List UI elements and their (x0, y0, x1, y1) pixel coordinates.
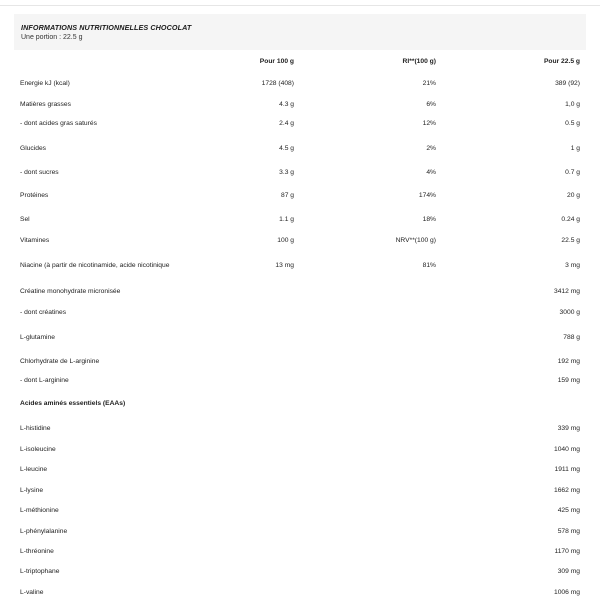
nutrient-name: L-valine (20, 588, 44, 596)
table-row (14, 561, 586, 582)
nutrient-name: L-leucine (20, 466, 48, 473)
value-per-portion: 0.7 g (565, 169, 580, 176)
value-ri: 2% (426, 144, 436, 152)
table-row (14, 322, 586, 352)
value-per-portion: 3 mg (565, 262, 580, 269)
value-ri (294, 541, 436, 561)
value-ri: 21% (422, 80, 436, 87)
top-divider (0, 5, 600, 6)
value-per-100g: 1728 (408) (261, 80, 294, 87)
value-ri (294, 561, 436, 582)
value-per-100g (228, 541, 294, 561)
table-row (14, 521, 586, 541)
value-per-100g: 87 g (280, 192, 294, 199)
value-per-portion: 339 mg (557, 424, 580, 432)
value-per-100g (228, 417, 294, 439)
value-per-100g (228, 390, 294, 417)
value-ri: 81% (422, 262, 436, 269)
value-ri (294, 322, 436, 352)
value-per-100g: 3.3 g (279, 169, 294, 176)
table-row (14, 133, 586, 163)
value-per-portion: 1170 mg (554, 547, 580, 555)
value-ri (294, 521, 436, 541)
nutrient-name: - dont sucres (20, 169, 59, 176)
value-ri (294, 352, 436, 370)
nutrition-table (14, 50, 586, 602)
table-row (14, 303, 586, 322)
nutrient-name: Vitamines (20, 237, 50, 244)
value-per-portion: 425 mg (557, 507, 580, 514)
value-per-portion: 0.5 g (565, 120, 580, 127)
nutrient-name: Sel (20, 215, 30, 223)
value-per-100g: 4.3 g (279, 101, 294, 108)
table-row (14, 114, 586, 133)
table-row (14, 459, 586, 480)
value-per-100g (228, 352, 294, 370)
table-header-row (14, 50, 586, 72)
portion-size: Une portion : 22.5 g (21, 34, 83, 41)
nutrient-name: Glucides (20, 144, 47, 152)
column-header-ri: RI**(100 g) (294, 50, 436, 72)
value-ri (294, 480, 436, 500)
nutrient-name: Energie kJ (kcal) (20, 80, 70, 87)
value-per-portion: 192 mg (557, 357, 580, 365)
value-ri: 4% (426, 169, 436, 176)
nutrition-title: INFORMATIONS NUTRITIONNELLES CHOCOLAT (21, 23, 192, 32)
value-per-100g (228, 303, 294, 322)
value-per-portion: 1006 mg (553, 588, 580, 596)
value-per-100g: 13 mg (275, 262, 294, 269)
table-row (14, 500, 586, 521)
value-per-100g (228, 322, 294, 352)
value-per-100g: 4.5 g (279, 144, 294, 152)
value-per-portion: 0.24 g (561, 215, 580, 223)
value-per-portion: 3412 mg (553, 287, 580, 295)
nutrient-name: L-glutamine (20, 333, 55, 341)
value-ri (294, 303, 436, 322)
value-ri (294, 582, 436, 602)
table-row (14, 279, 586, 303)
value-ri: 174% (418, 192, 436, 199)
value-ri: 12% (422, 120, 436, 127)
nutrient-name: L-triptophane (20, 568, 60, 575)
nutrient-name: Acides aminés essentiels (EAAs) (20, 400, 126, 407)
value-per-100g (228, 582, 294, 602)
table-row (14, 229, 586, 252)
nutrient-name: Matières grasses (20, 101, 71, 108)
table-row (14, 252, 586, 279)
value-per-portion: 389 (92) (555, 80, 580, 87)
nutrient-name: L-lysine (20, 486, 44, 494)
value-per-100g (228, 439, 294, 459)
value-per-100g (228, 480, 294, 500)
value-per-portion: 1 g (570, 144, 580, 152)
nutrient-name: Niacine (à partir de nicotinamide, acide nicotinique (20, 262, 170, 269)
nutrition-panel (14, 14, 586, 602)
column-header-per-100g: Pour 100 g (228, 50, 294, 72)
value-per-portion: 788 g (563, 333, 580, 341)
value-ri (294, 390, 436, 417)
table-row (14, 352, 586, 370)
table-row (14, 370, 586, 390)
value-per-100g: 2.4 g (279, 120, 294, 127)
value-ri (294, 279, 436, 303)
nutrient-name: L-histidine (20, 424, 51, 432)
value-per-portion: 159 mg (557, 376, 580, 384)
table-row (14, 439, 586, 459)
nutrient-name: Créatine monohydrate micronisée (20, 287, 121, 295)
value-per-100g (228, 521, 294, 541)
value-ri (294, 439, 436, 459)
value-ri: 18% (422, 215, 436, 223)
value-ri (294, 459, 436, 480)
table-row (14, 163, 586, 182)
table-row (14, 95, 586, 114)
value-ri (294, 417, 436, 439)
nutrient-name: L-méthionine (20, 507, 59, 514)
value-per-portion: 1911 mg (554, 466, 580, 473)
nutrient-name: - dont acides gras saturés (20, 120, 97, 127)
value-per-100g (228, 370, 294, 390)
value-per-100g (228, 279, 294, 303)
value-per-portion: 1662 mg (553, 486, 580, 494)
value-ri (294, 500, 436, 521)
nutrient-name: Protéines (20, 192, 49, 199)
value-per-portion: 1,0 g (565, 101, 580, 108)
table-row (14, 480, 586, 500)
value-per-100g (228, 561, 294, 582)
nutrient-name: L-phénylalanine (20, 527, 68, 535)
nutrition-header (14, 14, 586, 50)
value-per-portion: 1040 mg (553, 445, 580, 453)
nutrient-name: - dont L-arginine (20, 376, 69, 384)
value-ri (294, 370, 436, 390)
value-ri: NRV**(100 g) (395, 237, 436, 244)
value-per-portion: 578 mg (557, 527, 580, 535)
value-per-100g (228, 459, 294, 480)
table-row (14, 209, 586, 229)
nutrient-name: - dont créatines (20, 309, 67, 316)
value-per-portion (436, 390, 586, 417)
table-row (14, 72, 586, 95)
nutrient-name: L-thréonine (20, 547, 54, 555)
nutrient-name: Chlorhydrate de L-arginine (20, 357, 100, 365)
value-per-portion: 3000 g (559, 309, 580, 316)
table-row (14, 582, 586, 602)
table-row (14, 417, 586, 439)
value-ri: 6% (426, 101, 436, 108)
column-header-per-portion: Pour 22.5 g (436, 50, 586, 72)
value-per-100g: 100 g (277, 237, 294, 244)
column-header-nutrient (14, 50, 228, 72)
value-per-portion: 309 mg (557, 568, 580, 575)
table-section-row (14, 390, 586, 417)
table-row (14, 541, 586, 561)
value-per-portion: 22.5 g (561, 237, 580, 244)
value-per-100g: 1.1 g (279, 215, 294, 223)
table-row (14, 182, 586, 209)
value-per-100g (228, 500, 294, 521)
value-per-portion: 20 g (566, 192, 580, 199)
nutrient-name: L-isoleucine (20, 445, 56, 453)
